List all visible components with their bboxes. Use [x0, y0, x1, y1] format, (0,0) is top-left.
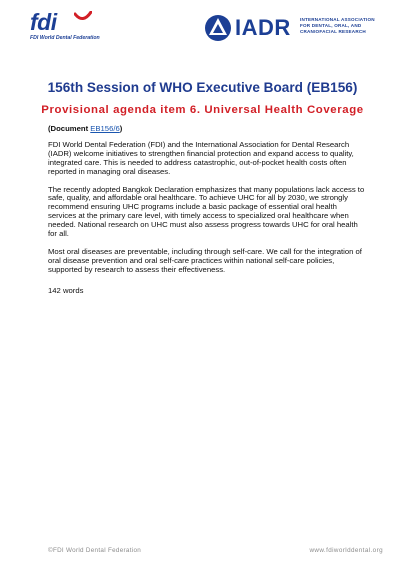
- iadr-subtitle: [300, 17, 392, 35]
- fdi-logo-text: fdi: [30, 9, 57, 35]
- document-link[interactable]: EB156/6: [90, 124, 120, 133]
- iadr-subtitle-line: INTERNATIONAL ASSOCIATION: [300, 17, 375, 22]
- iadr-subtitle-line: FOR DENTAL, ORAL, AND: [300, 23, 362, 28]
- fdi-tagline: FDI World Dental Federation: [30, 35, 100, 41]
- page-title: 156th Session of WHO Executive Board (EB156): [47, 80, 358, 95]
- fdi-logo: [30, 10, 122, 44]
- word-count: 142 words: [48, 285, 84, 295]
- agenda-item-subtitle: Provisional agenda item 6. Universal Health Coverage: [41, 104, 364, 116]
- smile-icon: [74, 11, 92, 23]
- reference-suffix: ): [119, 124, 123, 133]
- body-paragraph: The recently adopted Bangkok Declaration emphasizes that many populations lack access to safe, quality, and affordable oral healthcare. To achieve UHC for all by 2030, we strongly recommend ensuring UHC programs include a basic package of essential oral health services at the primary care level, with timely access to specialized oral healthcare when needed. National research on UHC must also assess progress towards UHC for oral health for all.: [48, 184, 365, 239]
- iadr-subtitle-line: CRANIOFACIAL RESEARCH: [300, 29, 366, 34]
- iadr-logo: [204, 14, 394, 44]
- body-paragraph: Most oral diseases are preventable, including through self-care. We call for the integration of oral disease prevention and oral self-care practices within national self-care policies, supported by research to assess their effectiveness.: [48, 246, 362, 274]
- iadr-logo-text: IADR: [235, 15, 291, 40]
- body-paragraph: FDI World Dental Federation (FDI) and the International Association for Dental Research (IADR) welcome initiatives to strengthen financial protection and expand access to quality, integrated care. This is needed to address catastrophic, out-of-pocket health costs often reported in managing oral diseases.: [48, 139, 354, 176]
- document-reference: [48, 125, 366, 134]
- reference-prefix: (Document: [48, 124, 91, 133]
- iadr-emblem-icon: [204, 14, 232, 42]
- document-body: [48, 125, 366, 296]
- footer-copyright: ©FDI World Dental Federation: [48, 547, 142, 554]
- footer-website-link[interactable]: www.fdiworlddental.org: [309, 547, 383, 554]
